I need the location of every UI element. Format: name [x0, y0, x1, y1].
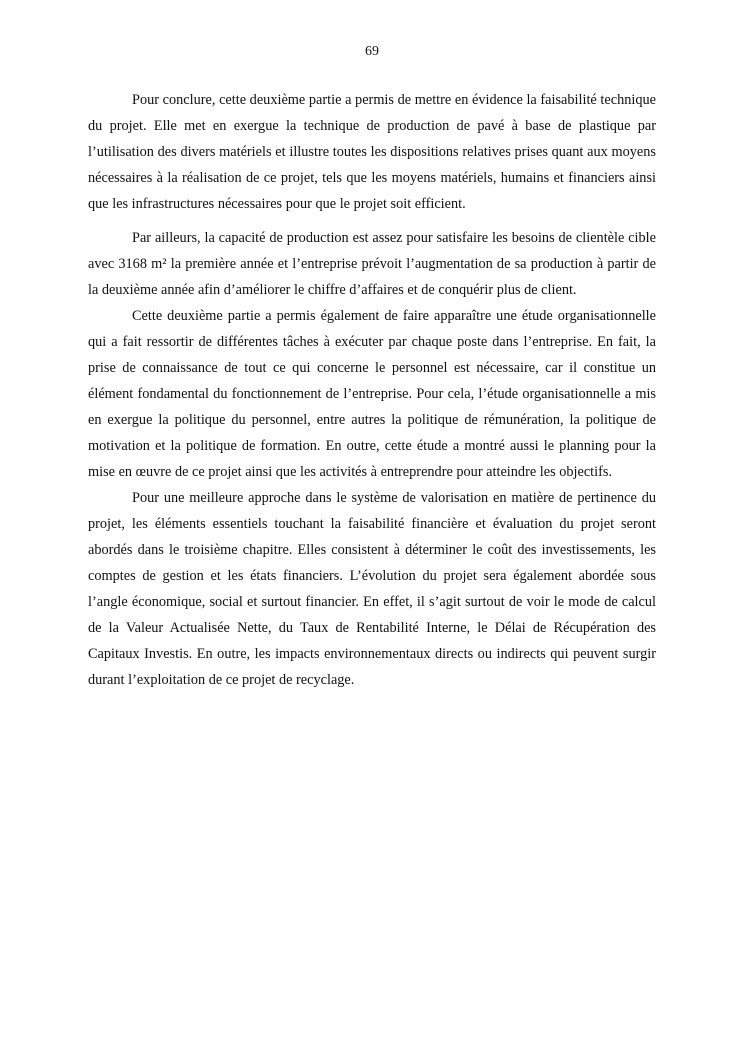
paragraph-organizational-study: Cette deuxième partie a permis également de faire apparaître une étude organisationnelle qui a fait ressortir de différentes tâches à exécuter par chaque poste dans l’entreprise. En fait, la prise de connaissance de tout ce qui concerne le personnel est nécessaire, car il constitue un élément fondamental du fonctionnement de l’entreprise. Pour cela, l’étude organisationnelle a mis en exergue la politique du personnel, entre autres la politique de rémunération, la politique de motivation et la politique de formation. En outre, cette étude a montré aussi le planning pour la mise en œuvre de ce projet ainsi que les activités à entreprendre pour atteindre les objectifs.	[88, 308, 656, 480]
page-number: 69	[365, 44, 379, 59]
paragraph-financial-feasibility: Pour une meilleure approche dans le système de valorisation en matière de pertinence du projet, les éléments essentiels touchant la faisabilité financière et évaluation du projet seront abordés dans le troisième chapitre. Elles consistent à déterminer le coût des investissements, les comptes de gestion et les états financiers. L’évolution du projet sera également abordée sous l’angle économique, social et surtout financier. En effet, il s’agit surtout de voir le mode de calcul de la Valeur Actualisée Nette, du Taux de Rentabilité Interne, le Délai de Récupération des Capitaux Investis. En outre, les impacts environnementaux directs ou indirects qui peuvent surgir durant l’exploitation de ce projet de recyclage.	[88, 490, 656, 688]
paragraph-conclusion: Pour conclure, cette deuxième partie a permis de mettre en évidence la faisabilité technique du projet. Elle met en exergue la technique de production de pavé à base de plastique par l’utilisation des divers matériels et illustre toutes les dispositions relatives prises quant aux moyens nécessaires à la réalisation de ce projet, tels que les moyens matériels, humains et financiers ainsi que les infrastructures nécessaires pour que le projet soit efficient.	[88, 92, 656, 212]
paragraph-production-capacity: Par ailleurs, la capacité de production est assez pour satisfaire les besoins de clientèle cible avec 3168 m² la première année et l’entreprise prévoit l’augmentation de sa production à partir de la deuxième année afin d’améliorer le chiffre d’affaires et de conquérir plus de client.	[88, 230, 656, 298]
body-text	[88, 87, 656, 693]
